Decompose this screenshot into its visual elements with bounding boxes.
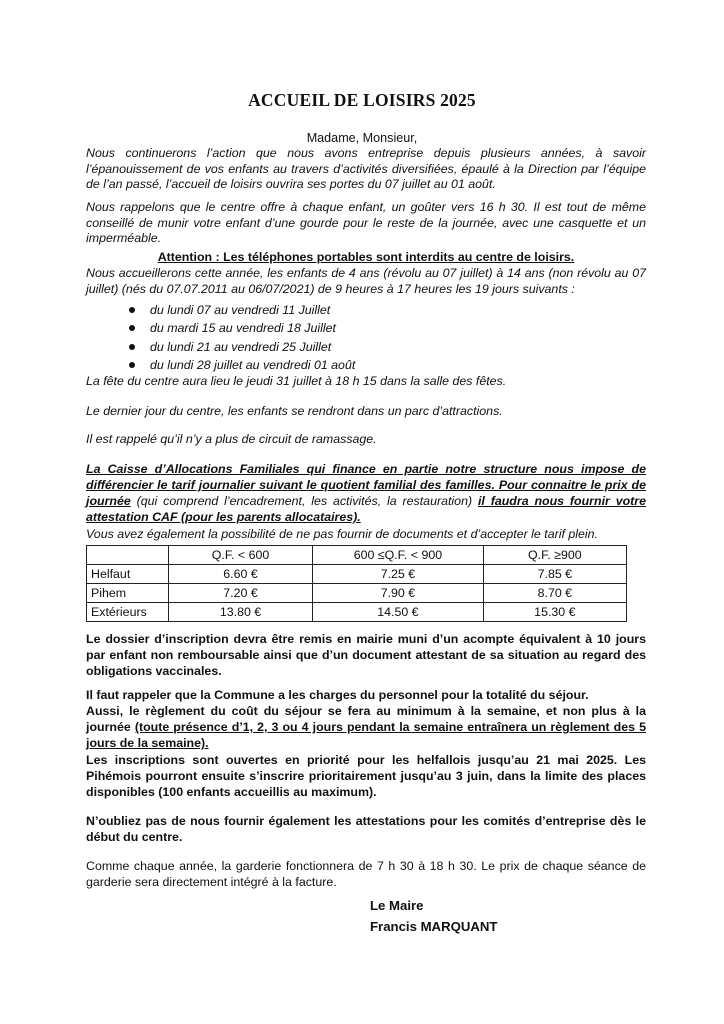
list-item: du lundi 28 juillet au vendredi 01 août bbox=[128, 356, 355, 374]
rates-table bbox=[86, 545, 627, 622]
ages-paragraph: Nous accueillerons cette année, les enfants de 4 ans (révolu au 07 juillet) à 14 ans (non révolu au 07 juillet) (nés du 07.07.2011 au 06/07/2021) de 9 heures à 17 heures les 19 jours suivants : bbox=[86, 266, 646, 296]
caf-paragraph bbox=[86, 461, 646, 525]
table-header-row bbox=[87, 546, 627, 565]
signature-block bbox=[370, 895, 498, 937]
signature-role: Le Maire bbox=[370, 898, 424, 913]
table-header-cell: Q.F. < 600 bbox=[168, 546, 312, 565]
phone-warning: Attention : Les téléphones portables sont interdits au centre de loisirs. bbox=[157, 250, 575, 264]
snack-paragraph: Nous rappelons que le centre offre à chaque enfant, un goûter vers 16 h 30. Il est tout de même conseillé de munir votre enfant d’une gourde pour le reste de la journée, avec une casquette et un imperméable. bbox=[86, 200, 646, 246]
table-row-label: Extérieurs bbox=[87, 603, 169, 622]
table-cell: 15.30 € bbox=[483, 603, 626, 622]
last-day-paragraph: Le dernier jour du centre, les enfants se rendront dans un parc d’attractions. bbox=[86, 404, 503, 418]
table-cell: 7.90 € bbox=[313, 584, 484, 603]
payment-condition: (toute présence d’1, 2, 3 ou 4 jours pendant la semaine entraînera un règlement des 5 jours de la semaine). bbox=[86, 720, 646, 751]
list-item: du mardi 15 au vendredi 18 Juillet bbox=[128, 319, 355, 337]
table-row bbox=[87, 565, 627, 584]
registration-file-paragraph: Le dossier d’inscription devra être remis en mairie muni d’un acompte équivalent à 10 jours par enfant non remboursable ainsi que d’un document attestant de sa situation au regard des obligations vaccinales. bbox=[86, 632, 646, 679]
signature-name: Francis MARQUANT bbox=[370, 919, 498, 934]
works-council-paragraph: N’oubliez pas de nous fournir également les attestations pour les comités d’entreprise dès le début du centre. bbox=[86, 814, 646, 845]
daycare-paragraph: Comme chaque année, la garderie fonctionnera de 7 h 30 à 18 h 30. Le prix de chaque séance de garderie sera directement intégré à la facture. bbox=[86, 859, 646, 889]
staff-costs-paragraph: Il faut rappeler que la Commune a les charges du personnel pour la totalité du séjour. bbox=[86, 688, 589, 702]
table-header-cell: Q.F. ≥900 bbox=[483, 546, 626, 565]
days-list bbox=[128, 301, 355, 375]
table-cell: 7.85 € bbox=[483, 565, 626, 584]
payment-paragraph bbox=[86, 703, 646, 752]
caf-text-attestation: il faudra nous fournir votre attestation CAF (pour les parents allocataires). bbox=[86, 494, 646, 524]
table-header-cell bbox=[87, 546, 169, 565]
page-title: ACCUEIL DE LOISIRS 2025 bbox=[248, 90, 476, 110]
salutation: Madame, Monsieur, bbox=[306, 131, 418, 145]
table-cell: 14.50 € bbox=[313, 603, 484, 622]
caf-text-main: La Caisse d’Allocations Familiales qui finance en partie notre structure nous impose de différencier le tarif journalier suivant le quotient familial des familles. Pour connaitre le prix de journée bbox=[86, 462, 646, 508]
list-item: du lundi 07 au vendredi 11 Juillet bbox=[128, 301, 355, 319]
list-item: du lundi 21 au vendredi 25 Juillet bbox=[128, 338, 355, 356]
table-header-cell: 600 ≤Q.F. < 900 bbox=[313, 546, 484, 565]
intro-paragraph: Nous continuerons l’action que nous avons entreprise depuis plusieurs années, à savoir l’épanouissement de vos enfants au travers d’activités diversifiées, épaulé à la Direction par l’équipe de l’an passé, l’accueil de loisirs ouvrira ses portes du 07 juillet au 01 août. bbox=[86, 146, 646, 192]
party-paragraph: La fête du centre aura lieu le jeudi 31 juillet à 18 h 15 dans la salle des fêtes. bbox=[86, 374, 507, 388]
table-cell: 8.70 € bbox=[483, 584, 626, 603]
table-cell: 7.25 € bbox=[313, 565, 484, 584]
payment-text: Aussi, le règlement du coût du séjour se fera au minimum à la semaine, et non plus à la journée bbox=[86, 704, 646, 735]
transport-paragraph: Il est rappelé qu’il n’y a plus de circuit de ramassage. bbox=[86, 432, 377, 446]
full-price-note: Vous avez également la possibilité de ne pas fournir de documents et d’accepter le tarif plein. bbox=[86, 527, 598, 541]
table-row-label: Helfaut bbox=[87, 565, 169, 584]
caf-text-details: (qui comprend l’encadrement, les activités, la restauration) bbox=[130, 494, 478, 508]
registration-dates-paragraph: Les inscriptions sont ouvertes en priorité pour les helfallois jusqu’au 21 mai 2025. Les Pihémois pourront ensuite s’inscrire prioritairement jusqu’au 3 juin, dans la limite des places disponibles (100 enfants accueillis au maximum). bbox=[86, 753, 646, 800]
table-cell: 13.80 € bbox=[168, 603, 312, 622]
table-row bbox=[87, 603, 627, 622]
table-row-label: Pihem bbox=[87, 584, 169, 603]
table-row bbox=[87, 584, 627, 603]
table-cell: 7.20 € bbox=[168, 584, 312, 603]
table-cell: 6.60 € bbox=[168, 565, 312, 584]
